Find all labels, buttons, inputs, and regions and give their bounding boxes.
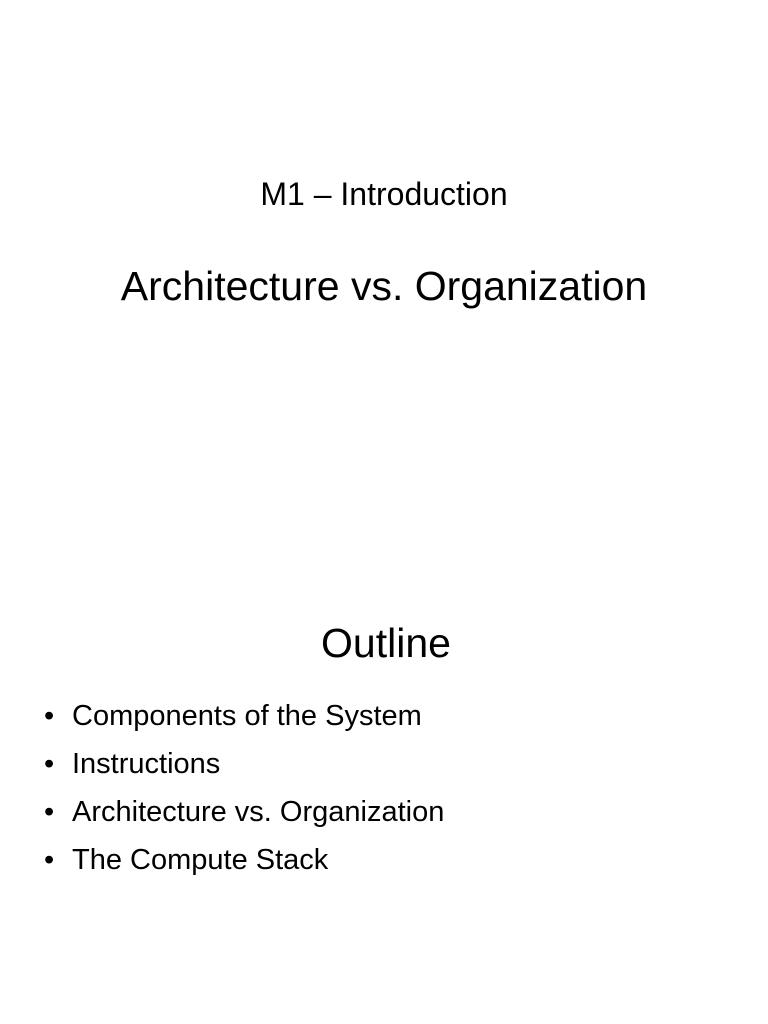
list-item [44,788,444,836]
list-item-text: The Compute Stack [72,844,329,876]
list-item [44,692,444,740]
list-item-text: Instructions [72,748,221,780]
bullet-icon: • [44,748,55,780]
list-item-text: Architecture vs. Organization [72,796,445,828]
outline-title: Outline [321,620,451,666]
bullet-icon: • [44,844,55,876]
outline-slide [0,512,768,1024]
slide-title: Architecture vs. Organization [120,263,648,309]
outline-list [44,692,444,884]
bullet-icon: • [44,700,55,732]
list-item [44,836,444,884]
bullet-icon: • [44,796,55,828]
list-item [44,740,444,788]
slide-subtitle: M1 – Introduction [260,176,508,212]
list-item-text: Components of the System [72,700,422,732]
